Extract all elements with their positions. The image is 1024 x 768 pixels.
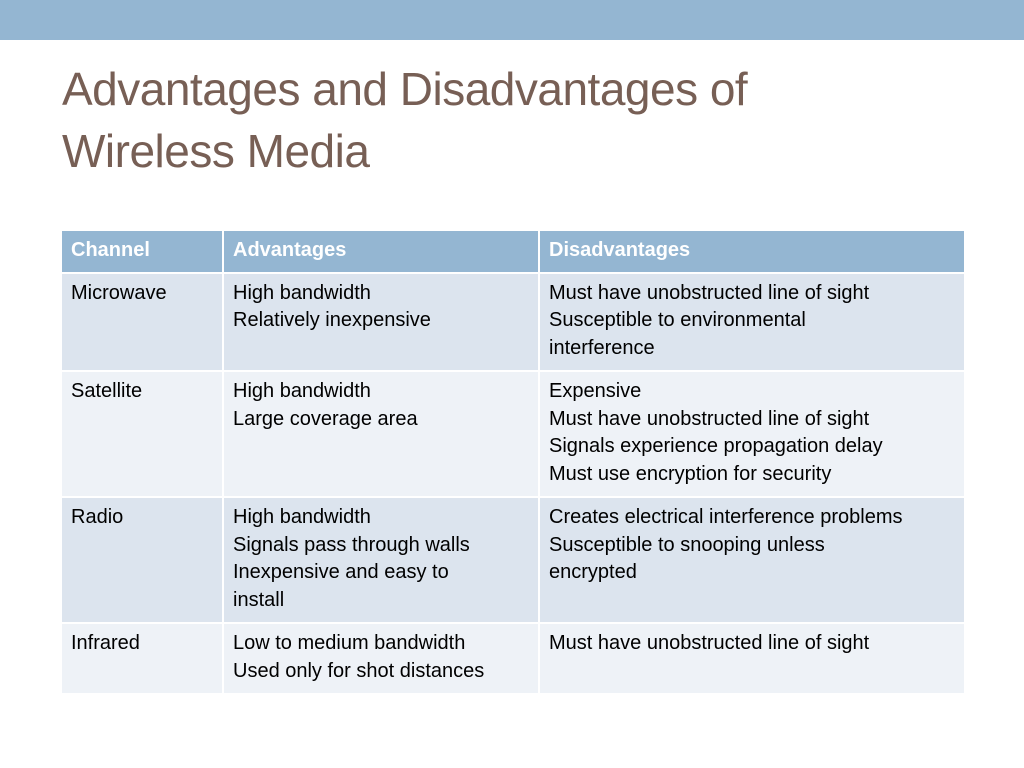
advantages-line: Used only for shot distances: [233, 659, 485, 682]
advantages-line: install: [233, 588, 285, 611]
cell-channel: Radio: [61, 497, 223, 623]
header-channel: Channel: [61, 230, 223, 273]
table-row: [61, 497, 965, 623]
advantages-line: Inexpensive and easy to: [233, 561, 449, 583]
cell-advantages: [223, 371, 539, 497]
header-advantages: Advantages: [223, 230, 539, 273]
cell-disadvantages: [539, 623, 965, 694]
disadvantages-line: Signals experience propagation delay: [549, 435, 883, 457]
table-row: [61, 623, 965, 694]
disadvantages-line: Must have unobstructed line of sight: [549, 407, 870, 430]
table-header-row: [61, 230, 965, 273]
advantages-line: High bandwidth: [233, 506, 371, 528]
cell-advantages: [223, 273, 539, 372]
disadvantages-line: encrypted: [549, 561, 637, 583]
cell-channel: Infrared: [61, 623, 223, 694]
disadvantages-line: Susceptible to snooping unless: [549, 533, 825, 556]
table-body: [61, 273, 965, 695]
top-accent-band: [0, 0, 1024, 40]
header-disadvantages: Disadvantages: [539, 230, 965, 273]
advantages-line: Low to medium bandwidth: [233, 632, 466, 654]
disadvantages-line: Must have unobstructed line of sight: [549, 632, 870, 654]
advantages-line: High bandwidth: [233, 380, 371, 402]
cell-advantages: [223, 497, 539, 623]
disadvantages-line: Must use encryption for security: [549, 462, 832, 485]
disadvantages-line: interference: [549, 336, 655, 359]
slide-title: [62, 58, 962, 182]
advantages-line: Signals pass through walls: [233, 533, 470, 556]
cell-advantages: [223, 623, 539, 694]
wireless-media-table: [60, 229, 966, 695]
advantages-line: Relatively inexpensive: [233, 309, 431, 331]
cell-disadvantages: [539, 273, 965, 372]
disadvantages-line: Susceptible to environmental: [549, 309, 806, 331]
disadvantages-line: Must have unobstructed line of sight: [549, 281, 870, 304]
advantages-line: Large coverage area: [233, 407, 418, 430]
cell-channel: Microwave: [61, 273, 223, 372]
title-line: Advantages and Disadvantages of: [62, 63, 748, 115]
cell-disadvantages: [539, 497, 965, 623]
advantages-line: High bandwidth: [233, 281, 371, 304]
disadvantages-line: Expensive: [549, 380, 642, 402]
disadvantages-line: Creates electrical interference problems: [549, 506, 903, 528]
cell-disadvantages: [539, 371, 965, 497]
cell-channel: Satellite: [61, 371, 223, 497]
title-line: Wireless Media: [62, 125, 370, 177]
table-row: [61, 273, 965, 372]
table-row: [61, 371, 965, 497]
